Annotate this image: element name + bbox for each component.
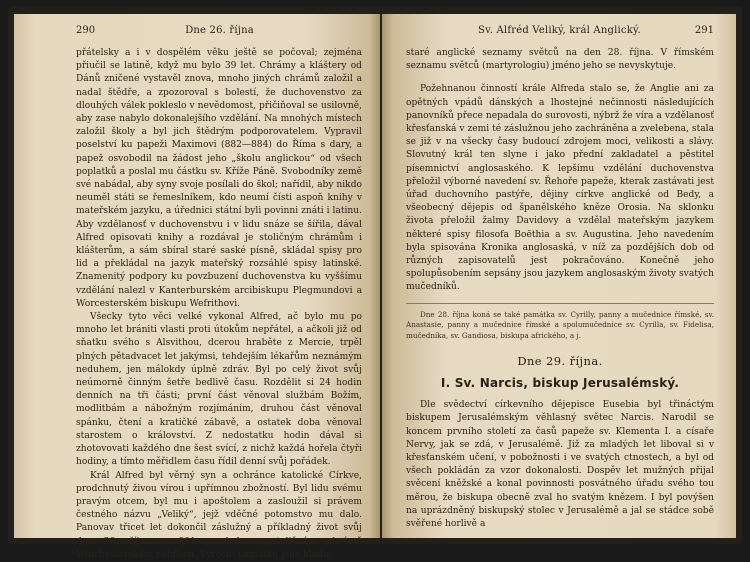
footnote <box>406 303 714 342</box>
day-heading: Dne 29. října. <box>517 354 603 369</box>
section-heading: I. Sv. Narcis, biskup Jerusalémský. <box>440 376 680 391</box>
left-paragraph-2: Všecky tyto věci velké vykonal Alfred, ač bylo mu po mnoho let brániti vlasti proti útokům nepřátel, a ačkoli již od sňatku svého s Alsvithou, dcerou hraběte z Mercie, trpěl plných pětadvacet let jakýmsi, tehdejším lékařům neznámým neduhem, jen málokdy úplně zdráv. Byl po celý život svůj neúmorně činným šetře bedlivě času. Rozdělit si 24 hodin denních na tři části; první část věnoval službám Božím, modlitbám a nábožným rozjímáním, druhou část věnoval spánku, čtení a kratičké zábavě, a ostatek doba věnoval starostem o království. Z nedostatku hodin dával si zhotovovati každého dne šest svící, z nichž každá hořela čtyři hodiny, a tímto měřidlem času řídil denní svůj pořádek. <box>76 312 362 468</box>
right-page-header <box>406 24 714 37</box>
left-page-number: 290 <box>76 25 96 36</box>
right-page-text-2 <box>406 399 714 531</box>
left-page <box>14 14 380 560</box>
footnote-text: Dne 28. října koná se také památka sv. Cyrilly, panny a mučednice římské, sv. Anastasie, panny a mučednice římské a spolumučednice sv. Cyrilla, sv. Fidelisa, mučedníka, sv. Gandiosa, biskupa afrického, a j. <box>406 309 714 340</box>
left-running-title: Dne 26. října <box>185 25 254 36</box>
left-page-header <box>76 24 362 37</box>
right-paragraph-3: Dle svědectví církevního dějepisce Eusebia byl třináctým biskupem Jerusalémským věhlasný světec Narcis. Narodil se koncem prvního století za časů papeže sv. Klementa I. a císaře Nervy, jak se zdá, v Jerusalémě. Již za mladých let liboval si v křesťanském učení, v pobožnosti i ve svatých ctnostech, a byl od všech pokládán za vzor dokonalosti. Dospěv let mužných přijal svěcení kněžské a konal povinnosti posvátného úřadu svého tou měrou, že biskupa obecně zval ho svatým knězem. I byl povýšen na uprázdněný biskupský stolec v Jerusalémě a jal se stádce sobě svěřené horlivě a <box>406 400 714 529</box>
right-page <box>382 14 736 538</box>
book-spread <box>8 6 742 560</box>
right-intro-paragraph: staré anglické seznamy světců na den 28. října. V římském seznamu světců (martyrologiu) jméno jeho se nevyskytuje. <box>406 48 714 72</box>
left-paragraph-1: přátelsky a i v dospělém věku ještě se počoval; zejména přiučil se latině, když mu bylo 39 let. Chrámy a kláštery od Dánů zničené vystavěl znova, mnoho jiných chrámů založil a nadal štědře, a zpozoroval s bolestí, že duchovenstvo za dlouhých válek pokleslo v nevědomost, přičiňoval se usilovně, aby zase nabylo dokonalejšího vzdělání. Na mnohých místech založil školy a byl jich štědrým podporovatelem. Vypravil poselství ku papeži Maximovi (882—884) do Říma s dary, a papež osvobodil na žádost jeho „školu anglickou“ od všech poplatků a poslal mu částku sv. Kříže Páně. Svobodníky země své nabádal, aby syny svoje posílali do škol; nařídil, aby nikdo neuměl státi se řemeslníkem, kdo neumí čísti aspoň knihy v mateřském jazyku, a úřednici státní byli povinni znáti i latinu. Aby vzdělanosť v duchovenstvu i v lidu snáze se šířila, dával Alfred opisovati knihy a rozdával je stoličným chrámům i klášterům, a sám sbíral staré saské písně, skládal spisy pro lid a překládal na jazyk mateřský rozsáhlé spisy latinské. Znamenitý podpory ku povzbuzení duchovenstva ku vyššímu vzdělání nalezl v Kanterburském arcibiskupu Plegmundovi a Worcesterském biskupu Wefrithovi. <box>76 48 362 309</box>
right-page-text <box>406 47 714 295</box>
right-page-number: 291 <box>694 25 714 36</box>
right-running-title: Sv. Alfréd Veliký, král Anglický. <box>478 25 641 36</box>
left-page-text <box>76 47 362 562</box>
left-paragraph-3: Král Alfred byl věrný syn a ochránce katolické Církve, prodchnutý živou vírou i upřímnou zbožností. Byl lidu svému pravým otcem, byl mu i apoštolem a zasloužil si právem čestného názvu „Veliký“, jejž vděčné potomstvo mu dalo. Panovav třicet let dokončil záslužný a příkladný život svůj dne 28. října r. 901. a byl ve stoličném chrámě Winchesterském pohřben. Výroční památku jeho kladou <box>76 470 362 560</box>
right-paragraph-2: Požehnanou činností krále Alfreda stalo se, že Anglie ani za opětných vpádů dánských a lhostejné nečinnosti následujících panovníků přece nepadala do surovosti, nýbrž že víra a vzdělanosť křesťanská v zemi té záslužnou jeho zachráněna a zvelebena, stala se již v na všecky časy budoucí zdrojem moci, velikosti a slávy. Slovutný král ten slyne i jako přední zakladatel a pěstitel písemnictví anglosaského. K lepšímu vzdělání duchovenstva přeložil výborné navedení sv. Řehoře papeže, kterak zastávati jest úřad duchovního pastýře, dějiny církve anglické od Bedy, a všeobecný dějepis od španělského kněze Orosia. Na sklonku života přeložil žalmy Davidovy a vzdělal mateřským jazykem některé spisy filosofa Boëthia a sv. Augustina. Jeho navedením byla spisována Kronika anglosaská, v níž za pozdějších dob od různých zapisovatelů jest pokračováno. Konečně jeho spolupůsobením sepsány jsou jazykem anglosaským životy svatých mučedníků. <box>406 84 714 293</box>
